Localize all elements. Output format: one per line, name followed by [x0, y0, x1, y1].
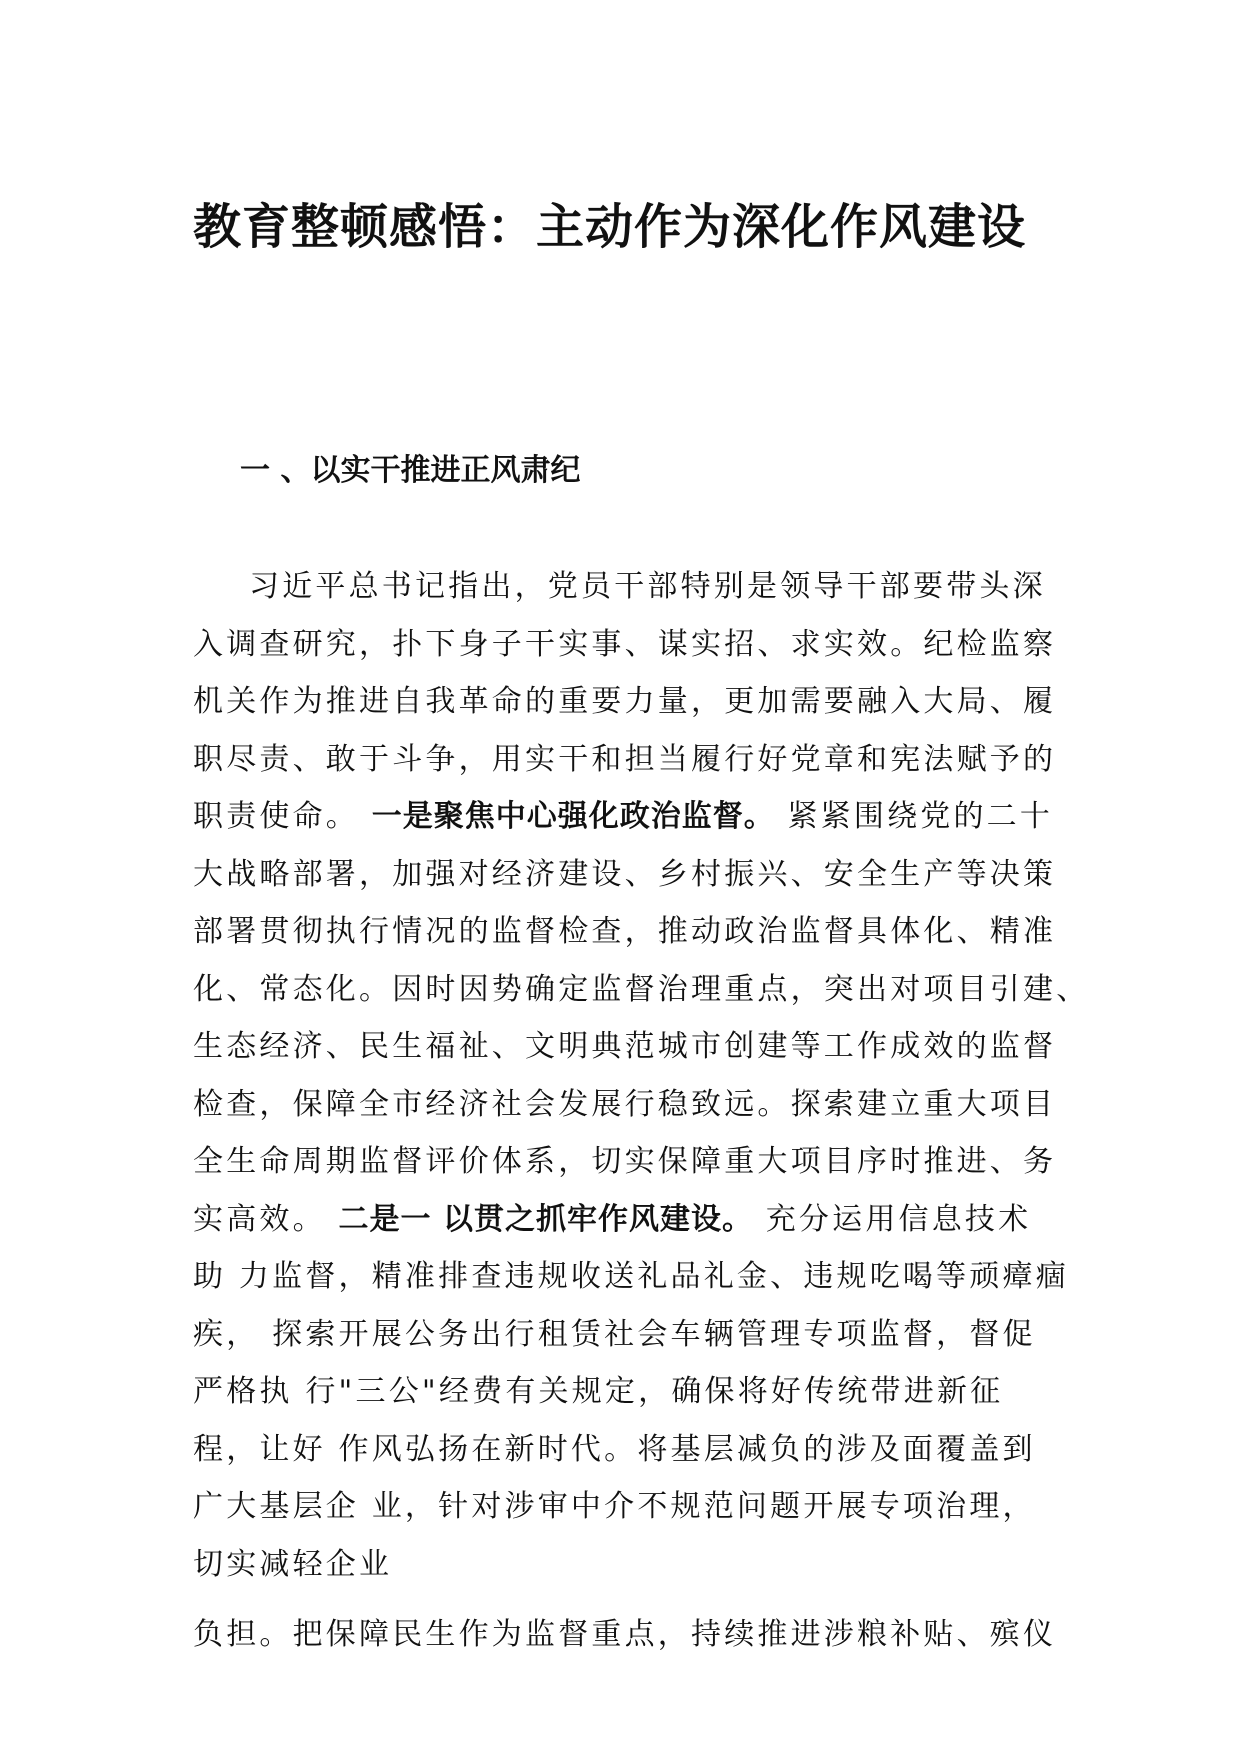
- text-segment: 习近平总书记指出，党员干部特别是领导干部要带头深: [249, 569, 1046, 604]
- bold-phrase: 一是聚焦中心强化政治监督。: [371, 799, 775, 834]
- text-line: [193, 1306, 1063, 1364]
- continuation-paragraph: 负担。把保障民生作为监督重点，持续推进涉粮补贴、殡仪: [193, 1617, 1057, 1652]
- text-line: [193, 846, 1063, 904]
- text-line: [193, 1191, 1063, 1249]
- text-line: [193, 1076, 1063, 1134]
- text-line: [193, 1248, 1069, 1306]
- text-line: [193, 788, 1063, 846]
- body-paragraph: [193, 558, 1090, 1593]
- text-segment: 疾， 探索开展公务出行租赁社会车辆管理专项监督，督促: [193, 1316, 1036, 1352]
- text-line: [193, 961, 1090, 1019]
- text-line: [193, 1133, 1063, 1191]
- text-line: [193, 1478, 1063, 1536]
- text-line: [193, 903, 1063, 961]
- section-heading: 一 、以实干推进正风肃纪: [240, 453, 581, 488]
- text-line: [193, 616, 1063, 674]
- text-segment: 广大基层企 业，针对涉审中介不规范问题开展专项治理，: [193, 1489, 1036, 1524]
- text-segment: 程，让好 作风弘扬在新时代。将基层减负的涉及面覆盖到: [193, 1431, 1036, 1467]
- text-segment: 生态经济、民生福祉、文明典范城市创建等工作成效的监督: [193, 1029, 1057, 1064]
- text-segment: 切实减轻企业: [193, 1546, 393, 1582]
- text-segment: 化、常态化。因时因势确定监督治理重点，突出对项目引建、: [193, 971, 1090, 1007]
- text-segment: 入调查研究，扑下身子干实事、谋实招、求实效。纪检监察: [193, 626, 1057, 662]
- text-segment: 全生命周期监督评价体系，切实保障重大项目序时推进、务: [193, 1144, 1057, 1179]
- text-line: [193, 731, 1063, 789]
- text-line: [193, 1421, 1063, 1479]
- text-segment: 实高效。: [193, 1201, 339, 1237]
- document-title: 教育整顿感悟：主动作为深化作风建设: [193, 199, 1027, 255]
- text-segment: 机关作为推进自我革命的重要力量，更加需要融入大局、履: [193, 684, 1057, 719]
- text-segment: 紧紧围绕党的二十: [774, 799, 1054, 834]
- text-line: [193, 673, 1063, 731]
- text-segment: 职责使命。: [193, 799, 372, 834]
- text-segment: 职尽责、敢于斗争，用实干和担当履行好党章和宪法赋予的: [193, 741, 1057, 777]
- text-segment: 部署贯彻执行情况的监督检查，推动政治监督具体化、精准: [193, 914, 1057, 949]
- bold-phrase: 二是一 以贯之抓牢作风建设。: [338, 1201, 753, 1237]
- text-segment: 助 力监督，精准排查违规收送礼品礼金、违规吃喝等顽瘴痼: [193, 1259, 1069, 1294]
- text-line: [193, 558, 1063, 616]
- text-segment: 充分运用信息技术: [753, 1201, 1032, 1237]
- text-line: [193, 1018, 1063, 1076]
- text-line: [193, 1363, 1063, 1421]
- text-line: [193, 1536, 1063, 1594]
- text-segment: 检查，保障全市经济社会发展行稳致远。探索建立重大项目: [193, 1086, 1057, 1122]
- text-segment: 大战略部署，加强对经济建设、乡村振兴、安全生产等决策: [193, 856, 1057, 892]
- text-segment: 严格执 行"三公"经费有关规定，确保将好传统带进新征: [193, 1374, 1004, 1409]
